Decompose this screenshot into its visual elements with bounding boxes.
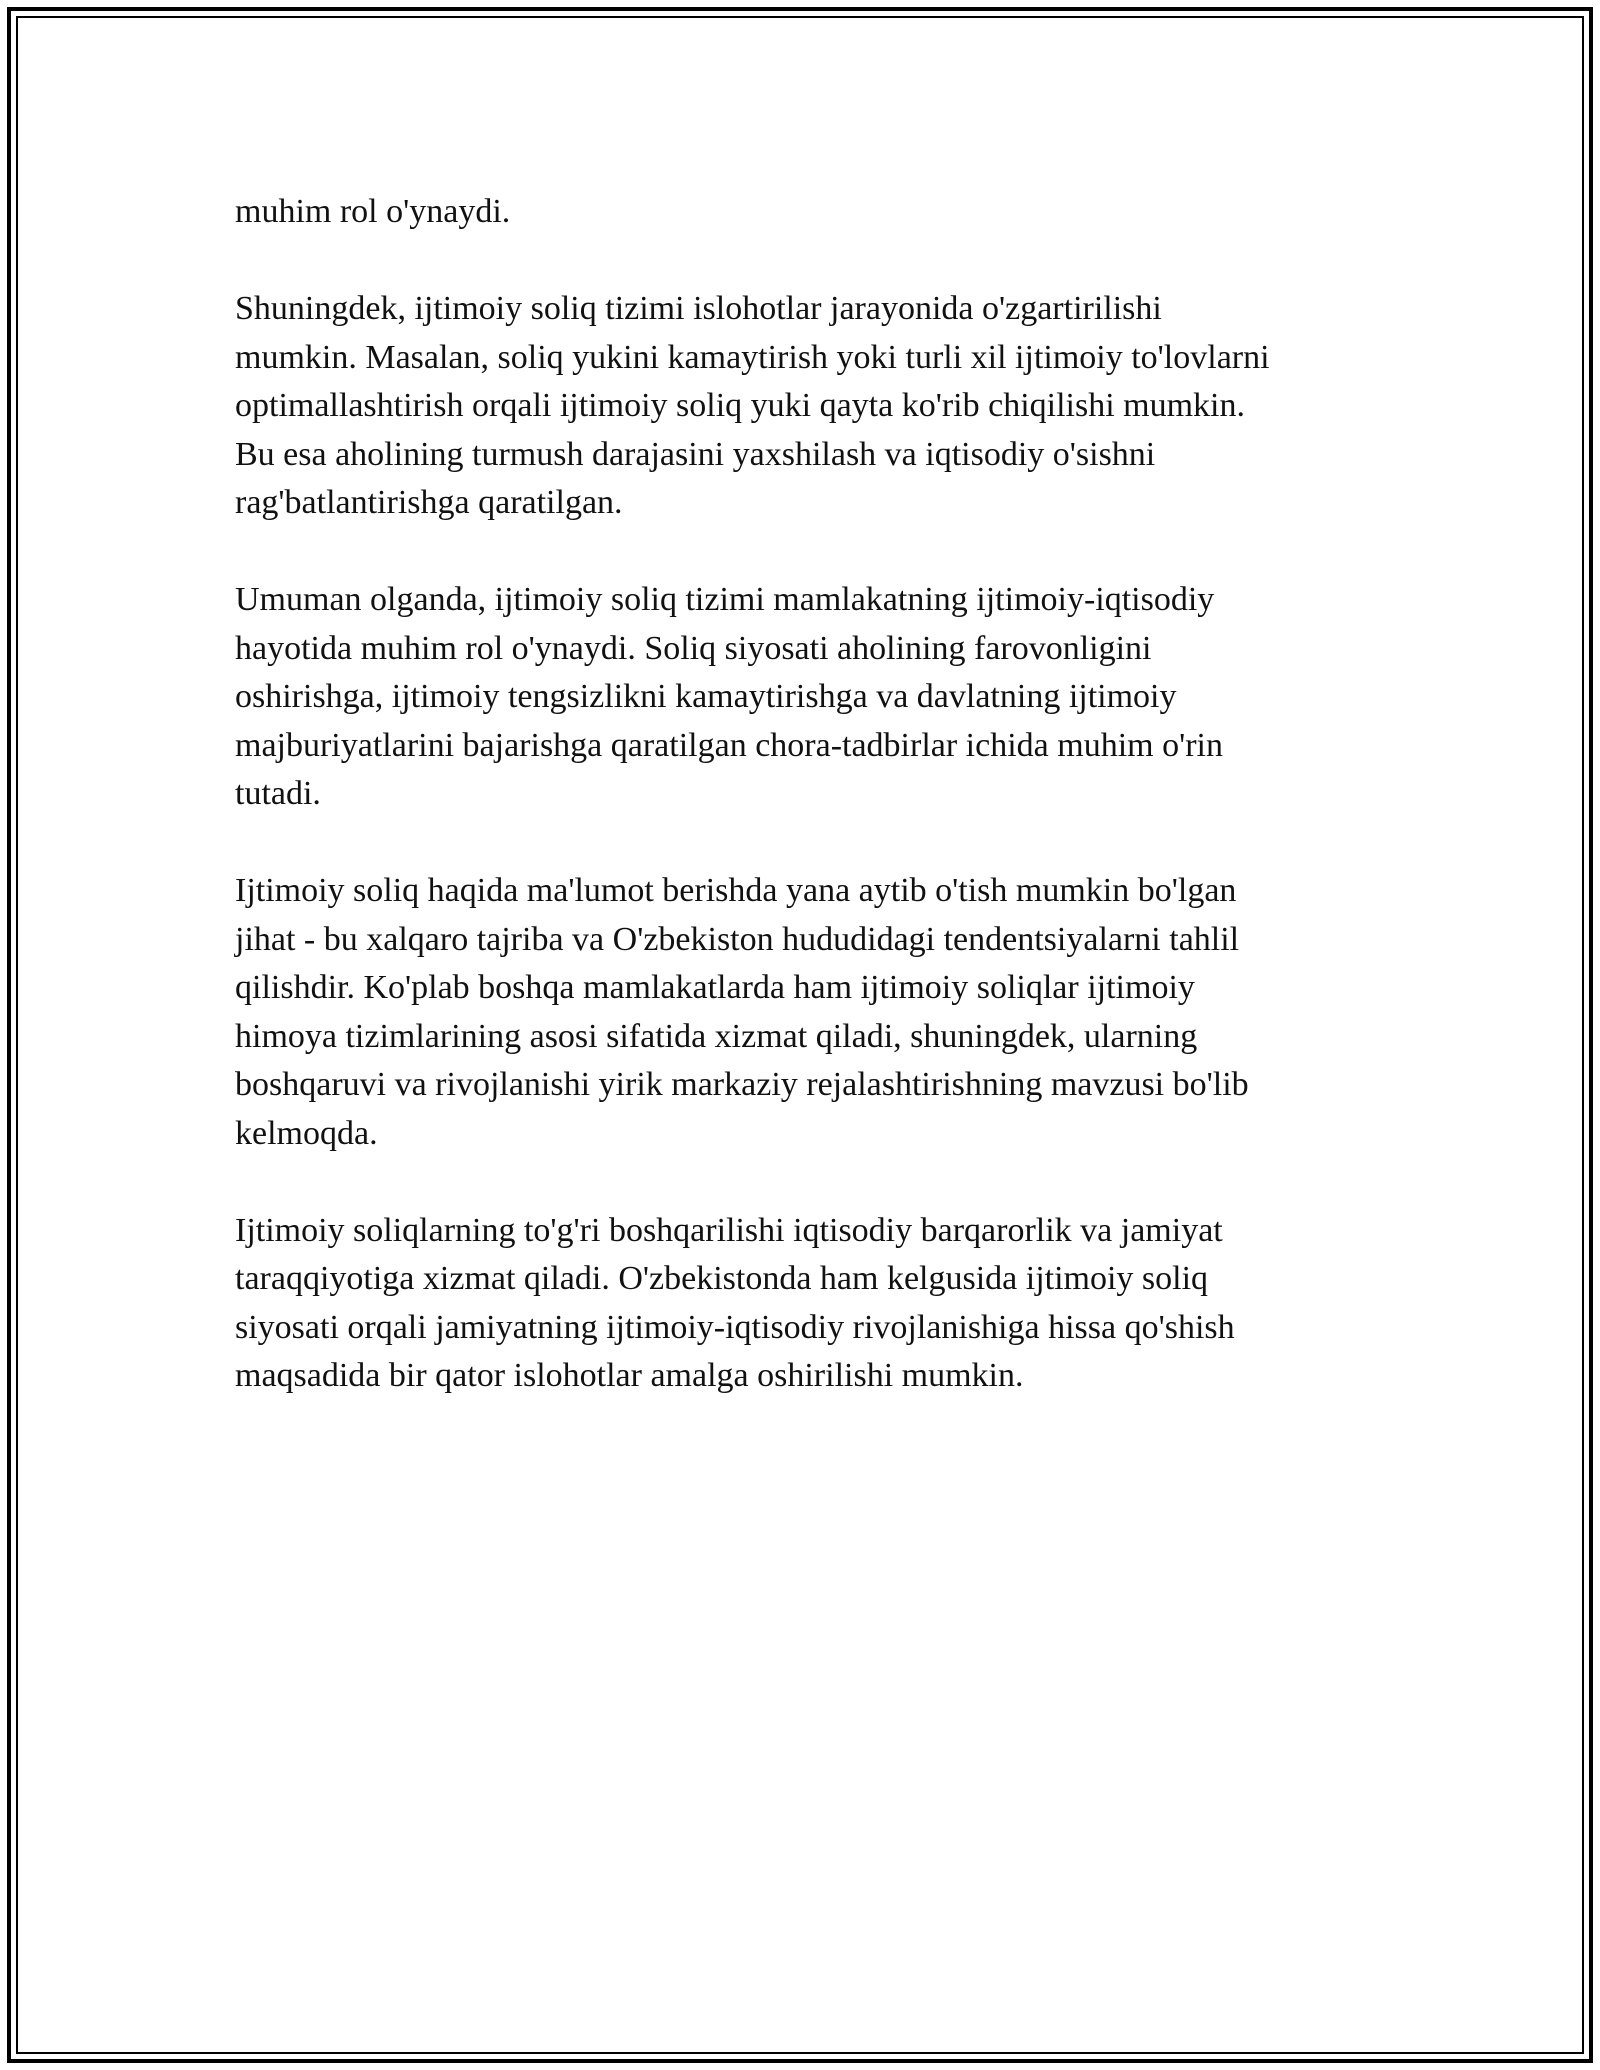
document-body [235,188,1365,1449]
paragraph-4: Ijtimoiy soliq haqida ma'lumot berishda yana aytib o'tish mumkin bo'lgan jihat - bu xalqaro tajriba va O'zbekiston hududidagi tendentsiyalarni tahlil qilishdir. Ko'plab boshqa mamlakatlarda ham ijtimoiy soliqlar ijtimoiy himoya tizimlarining asosi sifatida xizmat qiladi, shuningdek, ularning boshqaruvi va rivojlanishi yirik markaziy rejalashtirishning mavzusi bo'lib kelmoqda. [235,872,1249,1152]
paragraph-3: Umuman olganda, ijtimoiy soliq tizimi mamlakatning ijtimoiy-iqtisodiy hayotida muhim rol o'ynaydi. Soliq siyosati aholining farovonligini oshirishga, ijtimoiy tengsizlikni kamaytirishga va davlatning ijtimoiy majburiyatlarini bajarishga qaratilgan chora-tadbirlar ichida muhim o'rin tutadi. [235,581,1223,812]
paragraph-5: Ijtimoiy soliqlarning to'g'ri boshqarilishi iqtisodiy barqarorlik va jamiyat taraqqiyotiga xizmat qiladi. O'zbekistonda ham kelgusida ijtimoiy soliq siyosati orqali jamiyatning ijtimoiy-iqtisodiy rivojlanishiga hissa qo'shish maqsadida bir qator islohotlar amalga oshirilishi mumkin. [235,1211,1235,1394]
paragraph-2: Shuningdek, ijtimoiy soliq tizimi islohotlar jarayonida o'zgartirilishi mumkin. Masalan, soliq yukini kamaytirish yoki turli xil ijtimoiy to'lovlarni optimallashtirish orqali ijtimoiy soliq yuki qayta ko'rib chiqilishi mumkin. Bu esa aholining turmush darajasini yaxshilash va iqtisodiy o'sishni rag'batlantirishga qaratilgan. [235,290,1270,521]
paragraph-1: muhim rol o'ynaydi. [235,193,511,230]
